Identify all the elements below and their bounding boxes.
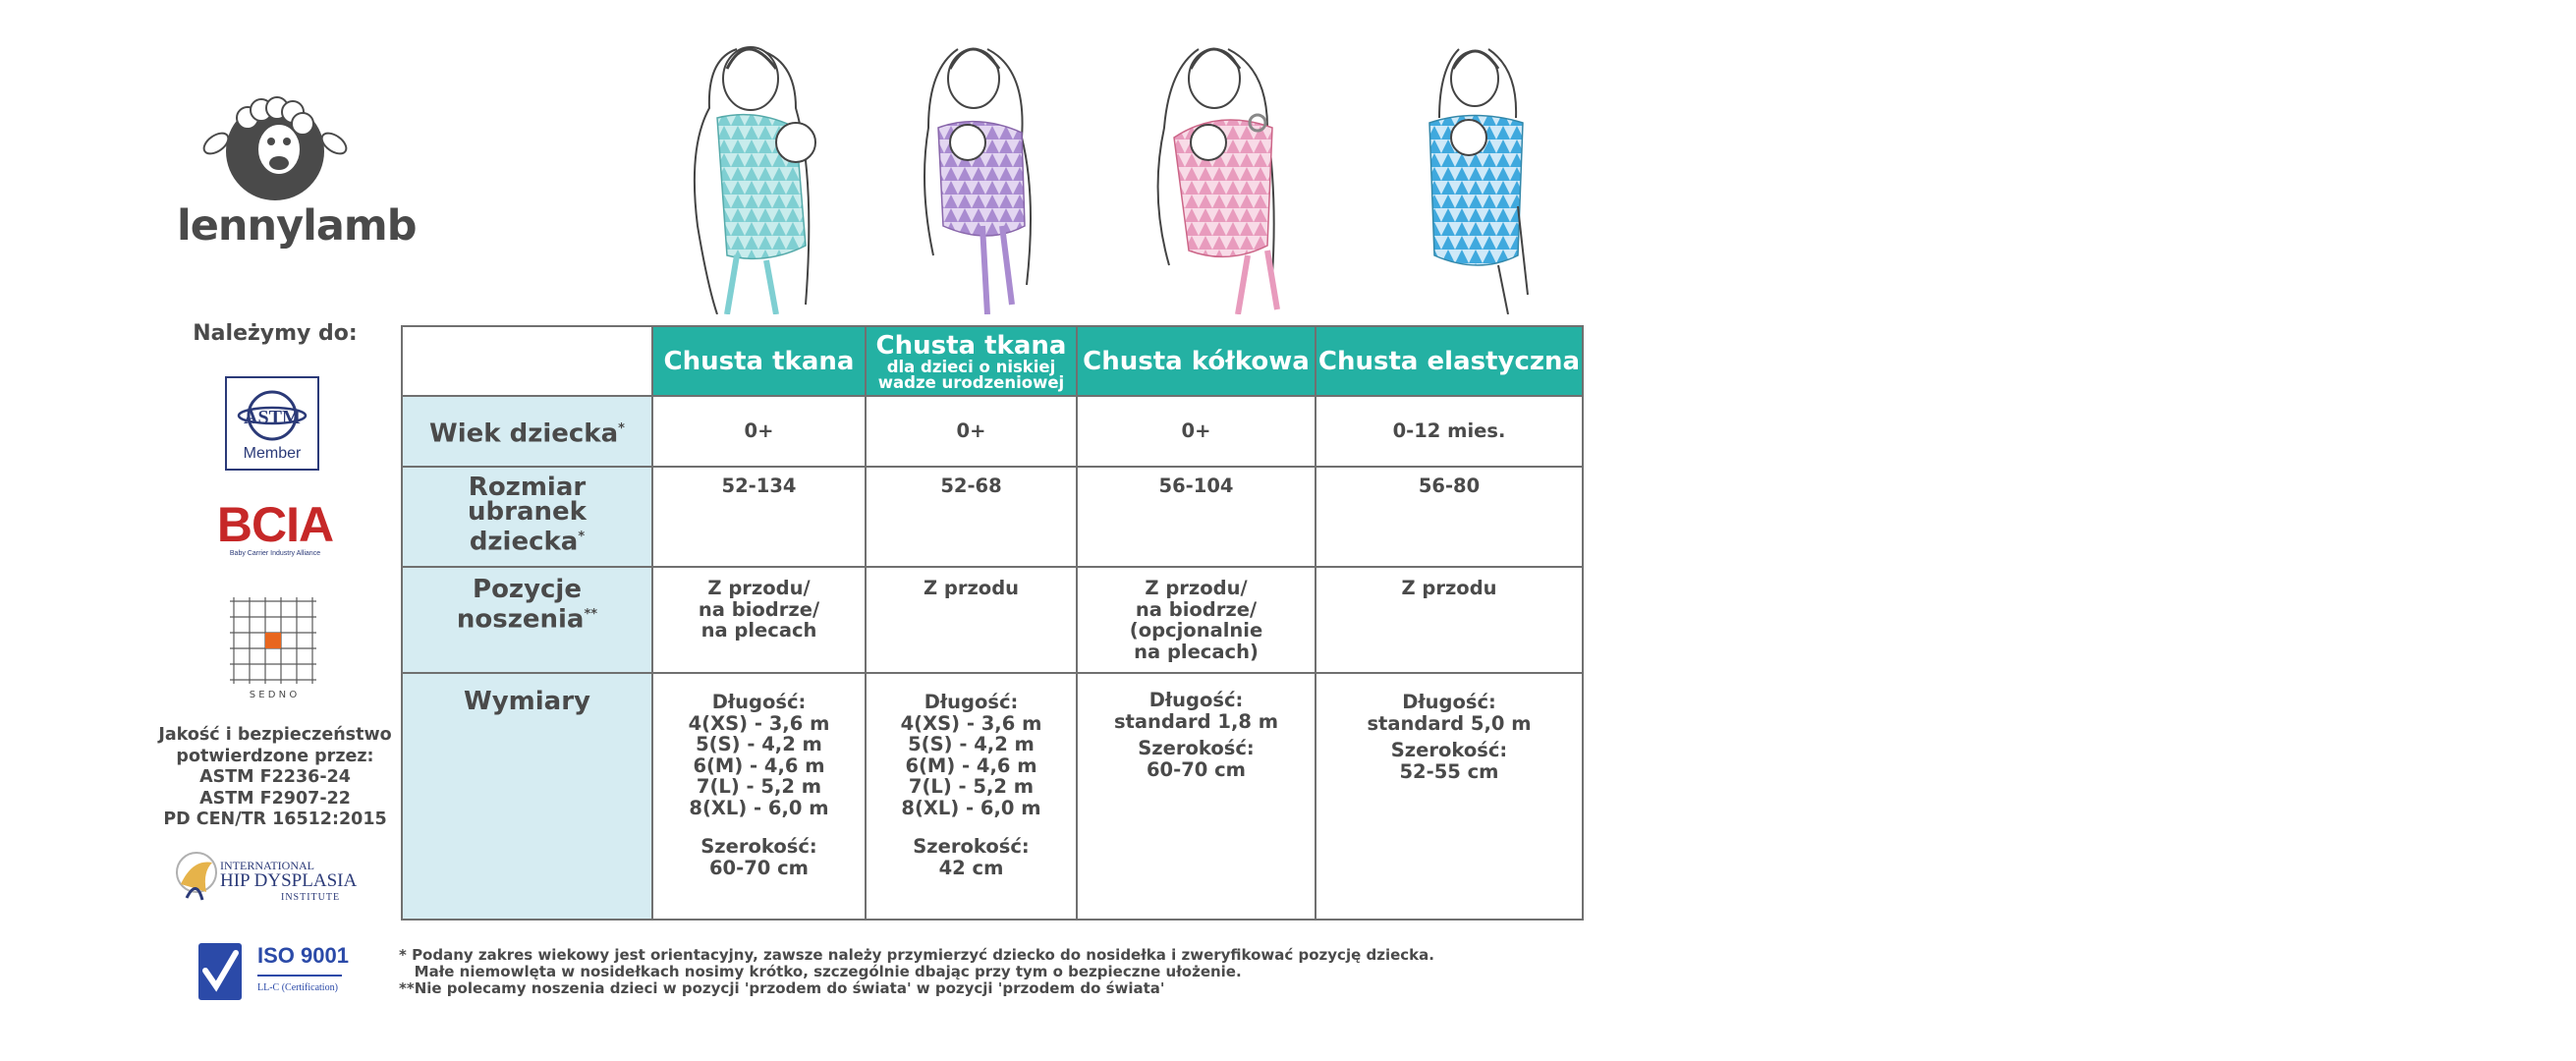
quality-line: ASTM F2236-24 xyxy=(199,767,351,787)
cell-text: Długość: xyxy=(1148,689,1244,711)
cell-text: (opcjonalnie xyxy=(1129,619,1263,642)
cell-text: Szerokość: xyxy=(1138,737,1255,759)
woven-wrap-illustration xyxy=(648,29,855,314)
row-header xyxy=(402,673,652,920)
row-label: dziecka xyxy=(469,527,579,557)
cell-text: 52-55 cm xyxy=(1399,759,1499,783)
cell-text: Długość: xyxy=(1402,691,1496,713)
iso-divider xyxy=(257,975,342,977)
table-cell xyxy=(652,673,866,920)
column-header xyxy=(866,326,1077,396)
row-label: noszenia xyxy=(456,604,585,635)
cell-text: 4(XS) - 3,6 m xyxy=(688,711,830,735)
cell-text: 0+ xyxy=(956,419,986,443)
cell-text: 0+ xyxy=(744,419,774,443)
cell-text: Z przodu xyxy=(923,577,1020,599)
column-header xyxy=(1316,326,1583,396)
table-row xyxy=(402,567,1583,673)
woven-wrap-lbw-illustration xyxy=(889,29,1066,314)
cell-text: 5(S) - 4,2 m xyxy=(696,733,822,755)
quality-standards xyxy=(147,725,403,831)
row-label: Rozmiar xyxy=(468,473,587,502)
quality-line: potwierdzone przez: xyxy=(176,746,374,766)
quality-line: ASTM F2907-22 xyxy=(199,788,351,809)
quality-line: Jakość i bezpieczeństwo xyxy=(158,725,392,745)
checkmark-icon xyxy=(196,941,244,1002)
table-cell xyxy=(866,467,1077,567)
row-label: Pozycje xyxy=(473,575,582,604)
cell-text: 4(XS) - 3,6 m xyxy=(900,711,1042,735)
cell-text: Długość: xyxy=(711,691,807,713)
comparison-table xyxy=(401,325,1582,921)
column-header xyxy=(652,326,866,396)
cell-text: standard 1,8 m xyxy=(1113,709,1279,733)
cell-text: 60-70 cm xyxy=(708,856,810,879)
cell-text: na biodrze/ xyxy=(1135,597,1258,621)
cell-text: na biodrze/ xyxy=(698,597,820,621)
stretchy-wrap-illustration xyxy=(1400,29,1547,314)
table-cell xyxy=(866,673,1077,920)
table-cell xyxy=(1077,567,1316,673)
bcia-logo xyxy=(216,499,334,557)
ihdi-line: INSTITUTE xyxy=(281,892,341,903)
footnote-line: **Nie polecamy noszenia dzieci w pozycji 'przodem do świata' w pozycji 'przodem do świata' xyxy=(399,979,1165,997)
footnote-mark: * xyxy=(578,530,586,544)
cell-text: 7(L) - 5,2 m xyxy=(908,775,1035,798)
cell-text: 0+ xyxy=(1181,419,1211,443)
cell-text: Szerokość: xyxy=(913,835,1030,858)
cell-text: Długość: xyxy=(924,691,1019,713)
footnote-mark: ** xyxy=(584,607,598,622)
footnotes xyxy=(399,947,1434,997)
column-subtitle: dla dzieci o niskiej xyxy=(886,357,1056,376)
sedno-grid-icon xyxy=(226,593,320,688)
ihdi-logo xyxy=(173,845,379,914)
iso-subtitle: LL-C (Certification) xyxy=(257,982,338,993)
cell-text: 6(M) - 4,6 m xyxy=(905,754,1037,777)
row-label: Wymiary xyxy=(464,687,590,716)
table-cell xyxy=(652,467,866,567)
column-title: Chusta tkana xyxy=(875,330,1067,361)
row-header xyxy=(402,567,652,673)
table-row xyxy=(402,396,1583,467)
table-cell xyxy=(1316,673,1583,920)
cell-text: 52-134 xyxy=(721,475,797,497)
row-header xyxy=(402,467,652,567)
row-label: ubranek xyxy=(468,497,587,527)
iso-word: ISO 9001 xyxy=(257,943,349,968)
table-corner-cell xyxy=(402,326,652,396)
table-row xyxy=(402,673,1583,920)
astm-label: Member xyxy=(243,445,302,462)
cell-text: 56-104 xyxy=(1158,475,1234,497)
column-title: Chusta tkana xyxy=(663,346,855,376)
cell-text: Szerokość: xyxy=(700,835,817,858)
row-header xyxy=(402,396,652,467)
bcia-subtitle: Baby Carrier Industry Alliance xyxy=(229,550,321,557)
astm-globe-icon xyxy=(227,384,317,449)
ring-sling-illustration xyxy=(1130,29,1307,314)
svg-text:ASTM: ASTM xyxy=(244,407,301,428)
cell-text: Z przodu/ xyxy=(707,577,811,599)
table-cell xyxy=(866,396,1077,467)
table-cell xyxy=(1077,673,1316,920)
astm-member-badge xyxy=(225,376,319,471)
table-cell xyxy=(1316,567,1583,673)
column-title: Chusta elastyczna xyxy=(1317,346,1581,376)
cell-text: 6(M) - 4,6 m xyxy=(693,754,825,777)
cell-text: 52-68 xyxy=(940,475,1002,497)
cell-text: Z przodu xyxy=(1401,577,1497,599)
sedno-logo xyxy=(226,593,320,701)
cell-text: na plecach) xyxy=(1134,640,1259,663)
table-cell xyxy=(1077,467,1316,567)
cell-text: na plecach xyxy=(700,619,817,642)
row-label: Wiek dziecka xyxy=(429,419,619,449)
cell-text: 7(L) - 5,2 m xyxy=(696,775,822,798)
cell-text: Z przodu/ xyxy=(1145,577,1248,599)
footnote-mark: * xyxy=(618,420,625,436)
ihdi-line: INTERNATIONAL xyxy=(220,859,314,872)
ihdi-line: HIP DYSPLASIA xyxy=(220,870,358,891)
cell-text: 42 cm xyxy=(938,856,1004,879)
cell-text: 56-80 xyxy=(1418,475,1481,497)
table-cell xyxy=(1316,467,1583,567)
cell-text: 60-70 cm xyxy=(1146,757,1247,781)
table-cell xyxy=(866,567,1077,673)
table-cell xyxy=(1316,396,1583,467)
cell-text: 0-12 mies. xyxy=(1392,419,1506,443)
iso-9001-badge xyxy=(196,941,354,1004)
table-cell xyxy=(1077,396,1316,467)
cell-text: 8(XL) - 6,0 m xyxy=(901,796,1041,819)
column-header xyxy=(1077,326,1316,396)
footnote-line: * Podany zakres wiekowy jest orientacyjny, zawsze należy przymierzyć dziecko do nosidełka i zweryfikować pozycję dziecka. xyxy=(399,946,1434,964)
table-cell xyxy=(652,396,866,467)
cell-text: 5(S) - 4,2 m xyxy=(908,733,1035,755)
belongs-heading: Należymy do: xyxy=(193,321,358,346)
cell-text: Szerokość: xyxy=(1390,739,1508,761)
table-cell xyxy=(652,567,866,673)
brand-name: lennylamb xyxy=(177,201,417,251)
sedno-label: S E D N O xyxy=(249,690,298,700)
cell-text: 8(XL) - 6,0 m xyxy=(689,796,829,819)
quality-line: PD CEN/TR 16512:2015 xyxy=(163,810,387,829)
column-subtitle: wadze urodzeniowej xyxy=(877,372,1065,392)
cell-text: standard 5,0 m xyxy=(1367,711,1532,735)
footnote-line: Małe niemowlęta w nosidełkach nosimy krótko, szczególnie dbając przy tym o bezpieczne ułożenie. xyxy=(399,963,1242,980)
table-row xyxy=(402,467,1583,567)
column-title: Chusta kółkowa xyxy=(1083,346,1310,376)
hip-joint-icon xyxy=(173,849,222,910)
bcia-word: BCIA xyxy=(216,497,334,552)
